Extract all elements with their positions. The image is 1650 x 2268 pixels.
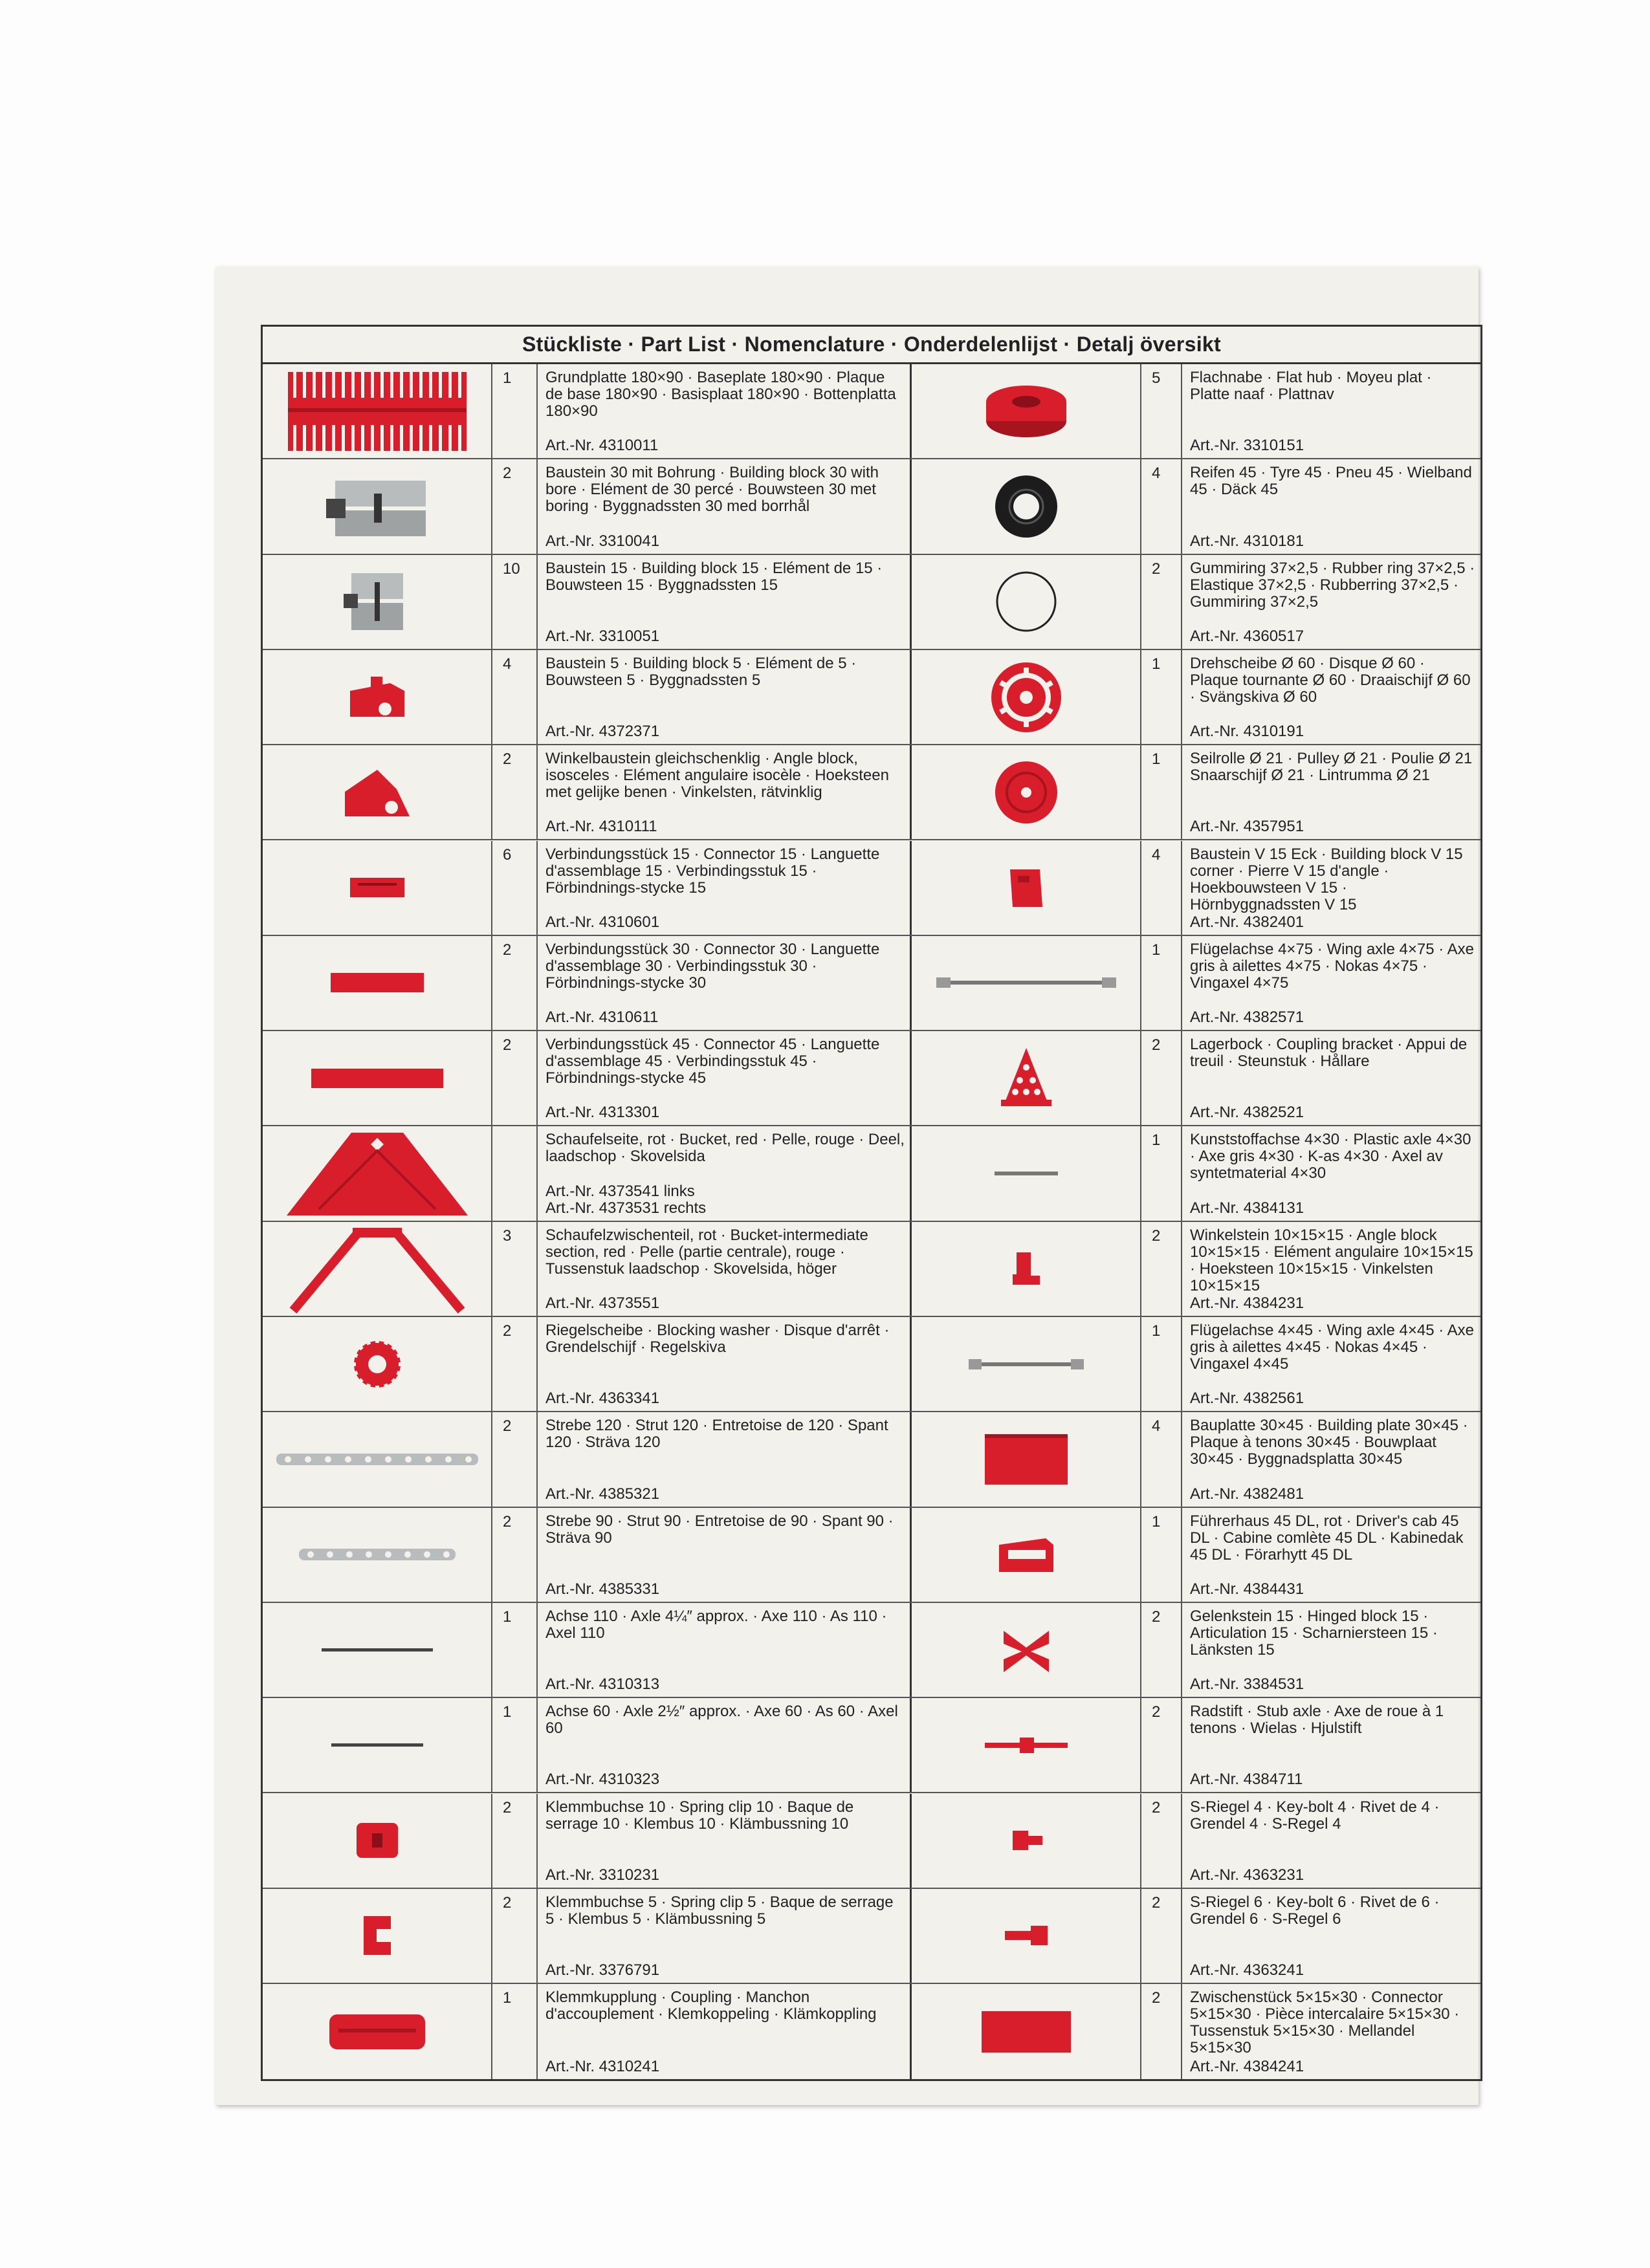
part-quantity: 10: [492, 555, 538, 649]
key-bolt-6-icon: [912, 1889, 1141, 1983]
article-number: Art.-Nr. 4373541 links: [545, 1182, 695, 1200]
wing-axle-45-icon: [912, 1317, 1141, 1411]
drivers-cab-icon: [912, 1508, 1141, 1602]
part-description-cell: [1182, 841, 1480, 935]
part-description: Radstift · Stub axle · Axe de roue à 1 tenons · Wielas · Hjulstift: [1190, 1703, 1444, 1738]
part-quantity: 2: [1141, 1984, 1182, 2079]
article-number: Art.-Nr. 3310041: [545, 532, 660, 550]
part-description: Baustein V 15 Eck · Building block V 15 corner · Pierre V 15 d'angle · Hoekbouwsteen V 15 · Hörnbyggnadssten V 15: [1190, 845, 1463, 913]
part-quantity: 2: [492, 1794, 538, 1888]
part-quantity: 4: [1141, 1412, 1182, 1506]
spring-clip-10-icon: [263, 1794, 492, 1888]
part-quantity: 2: [492, 745, 538, 839]
part-quantity: 2: [492, 1031, 538, 1125]
part-description: Schaufelseite, rot · Bucket, red · Pelle, rouge · Deel, laadschop · Skovelsida: [545, 1131, 905, 1166]
part-quantity: 2: [1141, 1222, 1182, 1316]
part-description: Achse 110 · Axle 4¼″ approx. · Axe 110 · As 110 · Axel 110: [545, 1607, 887, 1642]
table-row: [263, 1984, 1480, 2079]
table-row: [263, 1031, 1480, 1126]
building-plate-icon: [912, 1412, 1141, 1506]
table-row: [263, 1794, 1480, 1889]
article-number: Art.-Nr. 3376791: [545, 1961, 660, 1979]
article-number: Art.-Nr. 4310601: [545, 913, 660, 931]
flat-hub-icon: [912, 364, 1141, 458]
part-description: Verbindungsstück 30 · Connector 30 · Languette d'assemblage 30 · Verbindingsstuk 30 · Förbindnings-stycke 30: [545, 940, 880, 992]
part-description: Gelenkstein 15 · Hinged block 15 · Articulation 15 · Scharniersteen 15 · Länksten 15: [1190, 1607, 1438, 1659]
part-description: Strebe 90 · Strut 90 · Entretoise de 90 · Spant 90 · Sträva 90: [545, 1512, 894, 1547]
part-quantity: 2: [492, 1412, 538, 1506]
table-row: [263, 745, 1480, 840]
part-description-cell: [1182, 1508, 1480, 1602]
part-description-cell: [1182, 745, 1480, 839]
part-description-cell: [1182, 1126, 1480, 1220]
part-description: Bauplatte 30×45 · Building plate 30×45 · Plaque à tenons 30×45 · Bouwplaat 30×45 · Byggnadsplatta 30×45: [1190, 1417, 1468, 1468]
part-description-cell: [1182, 1984, 1480, 2079]
article-number: Art.-Nr. 4310313: [545, 1675, 660, 1694]
part-description: Zwischenstück 5×15×30 · Connector 5×15×30 · Pièce intercalaire 5×15×30 · Tussenstuk 5×15×30 · Mellandel 5×15×30: [1190, 1989, 1460, 2057]
part-description: Führerhaus 45 DL, rot · Driver's cab 45 DL · Cabine comlète 45 DL · Kabinedak 45 DL · Förarhytt 45 DL: [1190, 1512, 1464, 1564]
corner-block-icon: [912, 841, 1141, 935]
part-quantity: 2: [1141, 1698, 1182, 1792]
part-description: Flügelachse 4×75 · Wing axle 4×75 · Axe gris à ailettes 4×75 · Nokas 4×75 · Vingaxel 4×75: [1190, 940, 1474, 992]
table-row: [263, 1889, 1480, 1984]
table-row: [263, 650, 1480, 745]
article-number: Art.-Nr. 4384231: [1190, 1294, 1304, 1312]
part-quantity: 1: [1141, 650, 1182, 744]
part-quantity: [492, 1126, 538, 1220]
article-number: Art.-Nr. 4310111: [545, 818, 657, 836]
strut-120-icon: [263, 1412, 492, 1506]
article-number: Art.-Nr. 4385321: [545, 1485, 660, 1503]
part-quantity: 2: [1141, 1603, 1182, 1697]
part-description-cell: [538, 1317, 912, 1411]
part-quantity: 3: [492, 1222, 538, 1316]
article-number: Art.-Nr. 3310151: [1190, 437, 1304, 455]
part-description-cell: [538, 459, 912, 553]
tyre-icon: [912, 459, 1141, 553]
article-number: Art.-Nr. 4357951: [1190, 818, 1304, 836]
bucket-intermediate-icon: [263, 1222, 492, 1316]
part-description-cell: [538, 650, 912, 744]
part-description: S-Riegel 6 · Key-bolt 6 · Rivet de 6 · Grendel 6 · S-Regel 6: [1190, 1893, 1440, 1928]
article-number: Art.-Nr. 4385331: [545, 1580, 660, 1598]
part-description-cell: [1182, 459, 1480, 553]
part-quantity: 1: [1141, 1126, 1182, 1220]
part-description: Seilrolle Ø 21 · Pulley Ø 21 · Poulie Ø 21 Snaarschijf Ø 21 · Lintrumma Ø 21: [1190, 750, 1473, 785]
part-description-cell: [538, 936, 912, 1030]
part-description: Reifen 45 · Tyre 45 · Pneu 45 · Wielband 45 · Däck 45: [1190, 464, 1472, 499]
part-description-cell: [1182, 936, 1480, 1030]
part-description-cell: [538, 1126, 912, 1220]
coupling-bracket-icon: [912, 1031, 1141, 1125]
article-number: Art.-Nr. 4310241: [545, 2058, 660, 2076]
rubber-ring-icon: [912, 555, 1141, 649]
part-description-cell: [538, 1698, 912, 1792]
turntable-icon: [912, 650, 1141, 744]
part-description-cell: [1182, 1889, 1480, 1983]
part-description-cell: [538, 1508, 912, 1602]
part-description: Grundplatte 180×90 · Baseplate 180×90 · Plaque de base 180×90 · Basisplaat 180×90 · Bottenplatta 180×90: [545, 369, 896, 420]
article-number: Art.-Nr. 4382521: [1190, 1104, 1304, 1122]
angle-block-icon: [263, 745, 492, 839]
part-quantity: 2: [1141, 1031, 1182, 1125]
article-number: Art.-Nr. 4363231: [1190, 1866, 1304, 1884]
article-number: Art.-Nr. 3310231: [545, 1866, 660, 1884]
article-number: Art.-Nr. 4382401: [1190, 913, 1304, 931]
article-number: Art.-Nr. 4384711: [1190, 1771, 1303, 1789]
strut-90-icon: [263, 1508, 492, 1602]
part-description-cell: [538, 1603, 912, 1697]
building-block-5-icon: [263, 650, 492, 744]
part-description: Flügelachse 4×45 · Wing axle 4×45 · Axe gris à ailettes 4×45 · Nokas 4×45 · Vingaxel 4×45: [1190, 1322, 1474, 1373]
article-number: Art.-Nr. 4363241: [1190, 1961, 1304, 1979]
part-description: Klemmbuchse 5 · Spring clip 5 · Baque de serrage 5 · Klembus 5 · Klämbussning 5: [545, 1893, 894, 1928]
part-description-cell: [538, 745, 912, 839]
stub-axle-icon: [912, 1698, 1141, 1792]
table-row: [263, 841, 1480, 936]
part-description-cell: [1182, 555, 1480, 649]
part-quantity: 4: [1141, 459, 1182, 553]
coupling-icon: [263, 1984, 492, 2079]
part-description: Winkelstein 10×15×15 · Angle block 10×15×15 · Elément angulaire 10×15×15 · Hoeksteen 10×15×15 · Vinkelsten 10×15×15: [1190, 1226, 1473, 1294]
article-number: Art.-Nr. 4373551: [545, 1294, 660, 1312]
baseplate-icon: [263, 364, 492, 458]
article-number: Art.-Nr. 4373531 rechts: [545, 1199, 707, 1217]
article-number: Art.-Nr. 4310611: [545, 1009, 659, 1027]
part-description-cell: [1182, 1698, 1480, 1792]
part-description: Drehscheibe Ø 60 · Disque Ø 60 · Plaque tournante Ø 60 · Draaischijf Ø 60 · Svängskiva Ø 60: [1190, 654, 1471, 706]
part-quantity: 2: [492, 936, 538, 1030]
table-row: [263, 555, 1480, 650]
part-description-cell: [1182, 1031, 1480, 1125]
part-quantity: 2: [492, 1508, 538, 1602]
part-description-cell: [1182, 364, 1480, 458]
part-quantity: 1: [1141, 936, 1182, 1030]
axle-60-icon: [263, 1698, 492, 1792]
part-description: Klemmbuchse 10 · Spring clip 10 · Baque de serrage 10 · Klembus 10 · Klämbussning 10: [545, 1798, 854, 1833]
table-row: [263, 936, 1480, 1031]
table-row: [263, 459, 1480, 554]
axle-110-icon: [263, 1603, 492, 1697]
part-description: Flachnabe · Flat hub · Moyeu plat · Platte naaf · Plattnav: [1190, 369, 1432, 403]
part-description: Baustein 30 mit Bohrung · Building block 30 with bore · Elément de 30 percé · Bouwsteen 30 met boring · Byggnadssten 30 med borrhål: [545, 464, 879, 516]
part-quantity: 2: [1141, 1889, 1182, 1983]
article-number: Art.-Nr. 4363341: [545, 1390, 660, 1408]
article-number: Art.-Nr. 4384131: [1190, 1199, 1304, 1217]
table-row: [263, 1603, 1480, 1698]
part-description-cell: [538, 1889, 912, 1983]
part-description: Klemmkupplung · Coupling · Manchon d'accouplement · Klemkoppeling · Klämkoppling: [545, 1989, 877, 2023]
part-description: Gummiring 37×2,5 · Rubber ring 37×2,5 · Elastique 37×2,5 · Rubberring 37×2,5 · Gummiring 37×2,5: [1190, 559, 1475, 611]
part-quantity: 1: [492, 1698, 538, 1792]
part-description: Baustein 5 · Building block 5 · Elément de 5 · Bouwsteen 5 · Byggnadssten 5: [545, 654, 857, 689]
part-description: Schaufelzwischenteil, rot · Bucket-intermediate section, red · Pelle (partie centrale), rouge · Tussenstuk laadschop · Skovelsida, höger: [545, 1226, 868, 1278]
part-description: Baustein 15 · Building block 15 · Elément de 15 · Bouwsteen 15 · Byggnadssten 15: [545, 559, 883, 594]
part-description-cell: [538, 1222, 912, 1316]
article-number: Art.-Nr. 4360517: [1190, 627, 1304, 645]
part-description: Strebe 120 · Strut 120 · Entretoise de 120 · Spant 120 · Sträva 120: [545, 1417, 888, 1452]
part-description-cell: [538, 841, 912, 935]
pulley-icon: [912, 745, 1141, 839]
article-number: Art.-Nr. 4310181: [1190, 532, 1304, 550]
part-description-cell: [538, 555, 912, 649]
bucket-side-icon: [263, 1126, 492, 1220]
article-number: Art.-Nr. 4384431: [1190, 1580, 1304, 1598]
building-block-30-bore-icon: [263, 459, 492, 553]
article-number: Art.-Nr. 4384241: [1190, 2058, 1304, 2076]
part-description: Kunststoffachse 4×30 · Plastic axle 4×30 · Axe gris 4×30 · K-as 4×30 · Axel av syntetmaterial 4×30: [1190, 1131, 1471, 1183]
table-row: [263, 1412, 1480, 1507]
article-number: Art.-Nr. 4313301: [545, 1104, 660, 1122]
part-quantity: 1: [1141, 1508, 1182, 1602]
part-description-cell: [538, 1031, 912, 1125]
connector-15-icon: [263, 841, 492, 935]
part-description-cell: [538, 1412, 912, 1506]
article-number: Art.-Nr. 4310011: [545, 437, 659, 455]
part-description-cell: [538, 1794, 912, 1888]
angle-block-small-icon: [912, 1222, 1141, 1316]
table-row: [263, 1698, 1480, 1793]
article-number: Art.-Nr. 4310191: [1190, 723, 1304, 741]
part-quantity: 1: [492, 364, 538, 458]
part-quantity: 2: [1141, 555, 1182, 649]
part-description-cell: [1182, 1412, 1480, 1506]
connector-block-icon: [912, 1984, 1141, 2079]
part-description-cell: [1182, 1603, 1480, 1697]
part-description-cell: [1182, 1317, 1480, 1411]
part-description: Achse 60 · Axle 2½″ approx. · Axe 60 · As 60 · Axel 60: [545, 1703, 898, 1738]
article-number: Art.-Nr. 4382481: [1190, 1485, 1304, 1503]
part-quantity: 1: [492, 1603, 538, 1697]
part-quantity: 6: [492, 841, 538, 935]
parts-table: [261, 325, 1482, 2081]
plastic-axle-icon: [912, 1126, 1141, 1220]
part-description: Verbindungsstück 15 · Connector 15 · Languette d'assemblage 15 · Verbindingsstuk 15 · Förbindnings-stycke 15: [545, 845, 880, 897]
article-number: Art.-Nr. 4310323: [545, 1771, 660, 1789]
part-quantity: 2: [492, 1317, 538, 1411]
building-block-15-icon: [263, 555, 492, 649]
blocking-washer-icon: [263, 1317, 492, 1411]
table-row: [263, 1508, 1480, 1603]
connector-45-icon: [263, 1031, 492, 1125]
part-quantity: 2: [492, 459, 538, 553]
part-quantity: 4: [492, 650, 538, 744]
part-description-cell: [538, 364, 912, 458]
parts-list-sheet: [215, 267, 1479, 2105]
hinged-block-icon: [912, 1603, 1141, 1697]
part-description-cell: [1182, 1222, 1480, 1316]
part-description-cell: [538, 1984, 912, 2079]
wing-axle-75-icon: [912, 936, 1141, 1030]
part-quantity: 2: [492, 1889, 538, 1983]
part-description-cell: [1182, 1794, 1480, 1888]
key-bolt-4-icon: [912, 1794, 1141, 1888]
part-quantity: 4: [1141, 841, 1182, 935]
part-description: Lagerbock · Coupling bracket · Appui de treuil · Steunstuk · Hållare: [1190, 1036, 1468, 1071]
part-quantity: 1: [1141, 745, 1182, 839]
table-row: [263, 364, 1480, 459]
article-number: Art.-Nr. 4372371: [545, 723, 660, 741]
spring-clip-5-icon: [263, 1889, 492, 1983]
page-title: Stückliste · Part List · Nomenclature · Onderdelenlijst · Detalj översikt: [263, 327, 1480, 364]
table-row: [263, 1317, 1480, 1412]
part-quantity: 1: [492, 1984, 538, 2079]
part-description: S-Riegel 4 · Key-bolt 4 · Rivet de 4 · Grendel 4 · S-Regel 4: [1190, 1798, 1440, 1833]
part-quantity: 5: [1141, 364, 1182, 458]
article-number: Art.-Nr. 3310051: [545, 627, 660, 645]
parts-rows: [263, 364, 1480, 2079]
table-row: [263, 1222, 1480, 1317]
article-number: Art.-Nr. 3384531: [1190, 1675, 1304, 1694]
part-quantity: 2: [1141, 1794, 1182, 1888]
connector-30-icon: [263, 936, 492, 1030]
part-description: Verbindungsstück 45 · Connector 45 · Languette d'assemblage 45 · Verbindingsstuk 45 · Förbindnings-stycke 45: [545, 1036, 880, 1087]
part-quantity: 1: [1141, 1317, 1182, 1411]
table-row: [263, 1126, 1480, 1221]
part-description: Riegelscheibe · Blocking washer · Disque d'arrêt · Grendelschijf · Regelskiva: [545, 1322, 890, 1356]
part-description: Winkelbaustein gleichschenklig · Angle block, isosceles · Elément angulaire isocèle · Hoeksteen met gelijke benen · Vinkelsten, rätvinklig: [545, 750, 889, 801]
article-number: Art.-Nr. 4382571: [1190, 1009, 1304, 1027]
part-description-cell: [1182, 650, 1480, 744]
article-number: Art.-Nr. 4382561: [1190, 1390, 1304, 1408]
